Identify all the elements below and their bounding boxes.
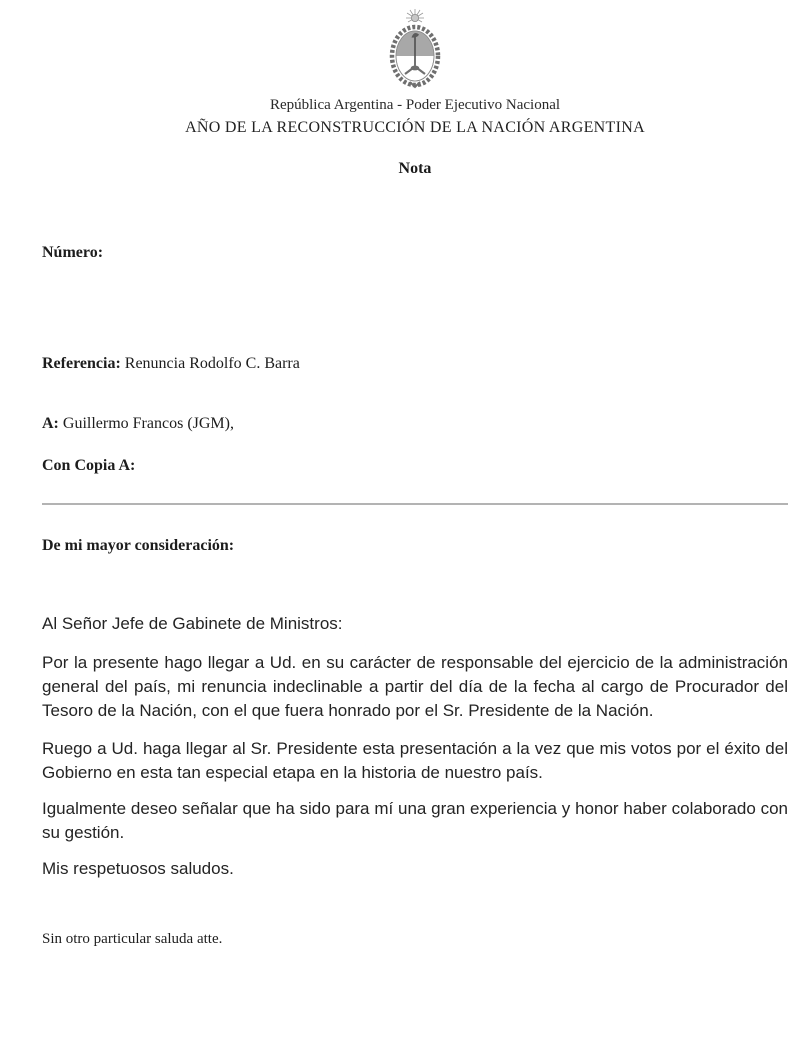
field-con-copia	[42, 456, 788, 476]
section-divider	[42, 503, 788, 505]
addressee-label: A:	[42, 415, 59, 432]
letter-body	[42, 612, 788, 881]
letterhead	[42, 8, 788, 179]
year-line: AÑO DE LA RECONSTRUCCIÓN DE LA NACIÓN ARGENTINA	[185, 119, 645, 136]
numero-label: Número:	[42, 244, 104, 261]
field-referencia	[42, 354, 788, 374]
closing-line: Sin otro particular saluda atte.	[42, 931, 223, 947]
salutation: De mi mayor consideración:	[42, 537, 235, 554]
body-paragraph: Igualmente deseo señalar que ha sido para mí una gran experiencia y honor haber colaborado con su gestión.	[42, 799, 788, 842]
org-line: República Argentina - Poder Ejecutivo Nacional	[269, 97, 561, 113]
field-addressee	[42, 414, 788, 434]
con-copia-label: Con Copia A:	[42, 457, 136, 474]
addressee-line: Al Señor Jefe de Gabinete de Ministros:	[42, 614, 343, 633]
referencia-label: Referencia:	[42, 355, 121, 372]
document-content	[42, 0, 788, 949]
body-paragraph: Mis respetuosos saludos.	[42, 859, 234, 878]
body-paragraph: Ruego a Ud. haga llegar al Sr. Presidente esta presentación a la vez que mis votos por el éxito del Gobierno en esta tan especial etapa en la historia de nuestro país.	[42, 739, 788, 782]
body-paragraph: Por la presente hago llegar a Ud. en su carácter de responsable del ejercicio de la administración general del país, mi renuncia indeclinable a partir del día de la fecha al cargo de Procurador del Tesoro de la Nación, con el que fuera honrado por el Sr. Presidente de la Nación.	[42, 653, 788, 720]
referencia-value: Renuncia Rodolfo C. Barra	[124, 355, 300, 372]
doc-type-title: Nota	[398, 160, 432, 177]
field-numero	[42, 243, 788, 263]
argentina-coat-of-arms-icon	[386, 8, 444, 90]
addressee-value: Guillermo Francos (JGM),	[62, 415, 234, 432]
